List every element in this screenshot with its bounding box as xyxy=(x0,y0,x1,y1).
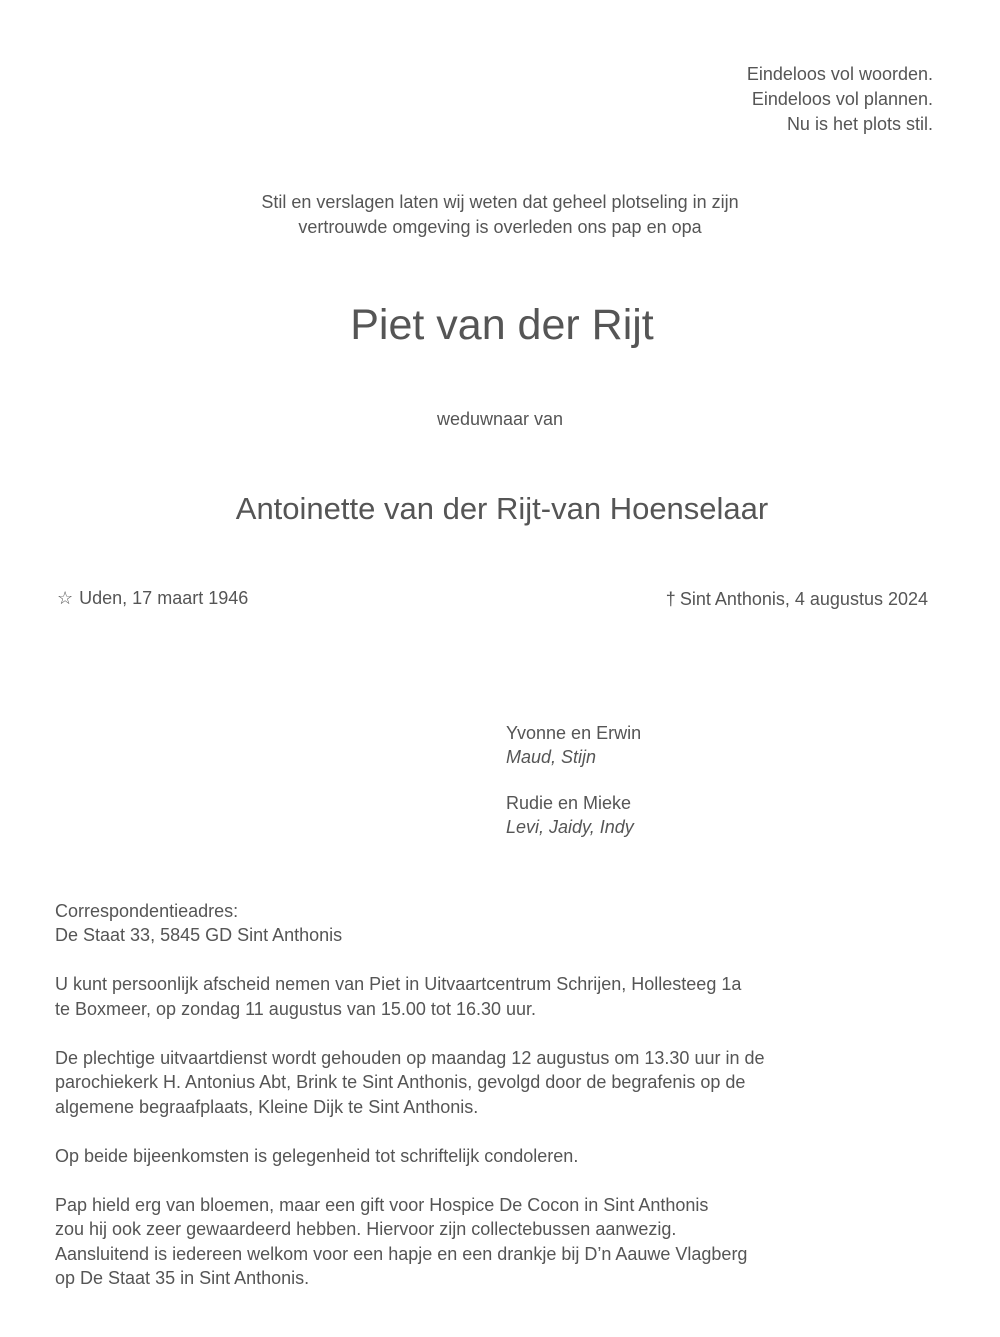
birth-info xyxy=(57,586,248,610)
birth-text: Uden, 17 maart 1946 xyxy=(79,588,249,608)
funeral-details xyxy=(55,874,935,1315)
poem-line: Nu is het plots stil. xyxy=(786,114,933,134)
paragraph-line: Op beide bijeenkomsten is gelegenheid tot schriftelijk condoleren. xyxy=(55,1145,579,1166)
paragraph-line: Pap hield erg van bloemen, maar een gift voor Hospice De Cocon in Sint Anthonis xyxy=(55,1194,709,1215)
death-text: Sint Anthonis, 4 augustus 2024 xyxy=(679,589,928,609)
family-children: Maud, Stijn xyxy=(506,747,597,767)
star-icon: ☆ xyxy=(57,588,74,608)
widower-text: weduwnaar van xyxy=(436,409,564,429)
family-list xyxy=(506,721,641,861)
paragraph-line: zou hij ook zeer gewaardeerd hebben. Hiervoor zijn collectebussen aanwezig. xyxy=(55,1219,677,1239)
family-parents: Yvonne en Erwin xyxy=(506,723,642,743)
poem xyxy=(747,62,933,137)
paragraph-line: Correspondentieadres: xyxy=(55,900,239,921)
family-parents: Rudie en Mieke xyxy=(506,793,632,813)
paragraph-line: De Staat 33, 5845 GD Sint Anthonis xyxy=(55,925,343,945)
paragraph-line: parochiekerk H. Antonius Abt, Brink te Sint Anthonis, gevolgd door de begrafenis op de xyxy=(55,1072,746,1092)
paragraph-line: U kunt persoonlijk afscheid nemen van Piet in Uitvaartcentrum Schrijen, Hollesteeg 1a xyxy=(55,974,742,994)
paragraph-line: op De Staat 35 in Sint Anthonis. xyxy=(55,1268,310,1288)
paragraph-line: te Boxmeer, op zondag 11 augustus van 15.00 tot 16.30 uur. xyxy=(55,998,537,1019)
cross-icon: † xyxy=(665,589,676,609)
death-info xyxy=(666,586,928,612)
intro-line: Stil en verslagen laten wij weten dat geheel plotseling in zijn xyxy=(261,192,739,212)
spouse-name: Antoinette van der Rijt-van Hoenselaar xyxy=(235,491,769,526)
intro-line: vertrouwde omgeving is overleden ons pap en opa xyxy=(298,217,702,237)
paragraph-line: Aansluitend is iedereen welkom voor een hapje en een drankje bij D’n Aauwe Vlagberg xyxy=(55,1243,748,1264)
paragraph-line: De plechtige uitvaartdienst wordt gehouden op maandag 12 augustus om 13.30 uur in de xyxy=(55,1047,765,1068)
poem-line: Eindeloos vol woorden. xyxy=(746,64,933,84)
family-children: Levi, Jaidy, Indy xyxy=(506,817,634,837)
poem-line: Eindeloos vol plannen. xyxy=(751,89,933,109)
family-group xyxy=(506,721,641,769)
paragraph-line: algemene begraafplaats, Kleine Dijk te Sint Anthonis. xyxy=(55,1096,479,1117)
family-group xyxy=(506,791,641,839)
deceased-name: Piet van der Rijt xyxy=(350,301,654,349)
announcement-intro xyxy=(0,190,1000,240)
